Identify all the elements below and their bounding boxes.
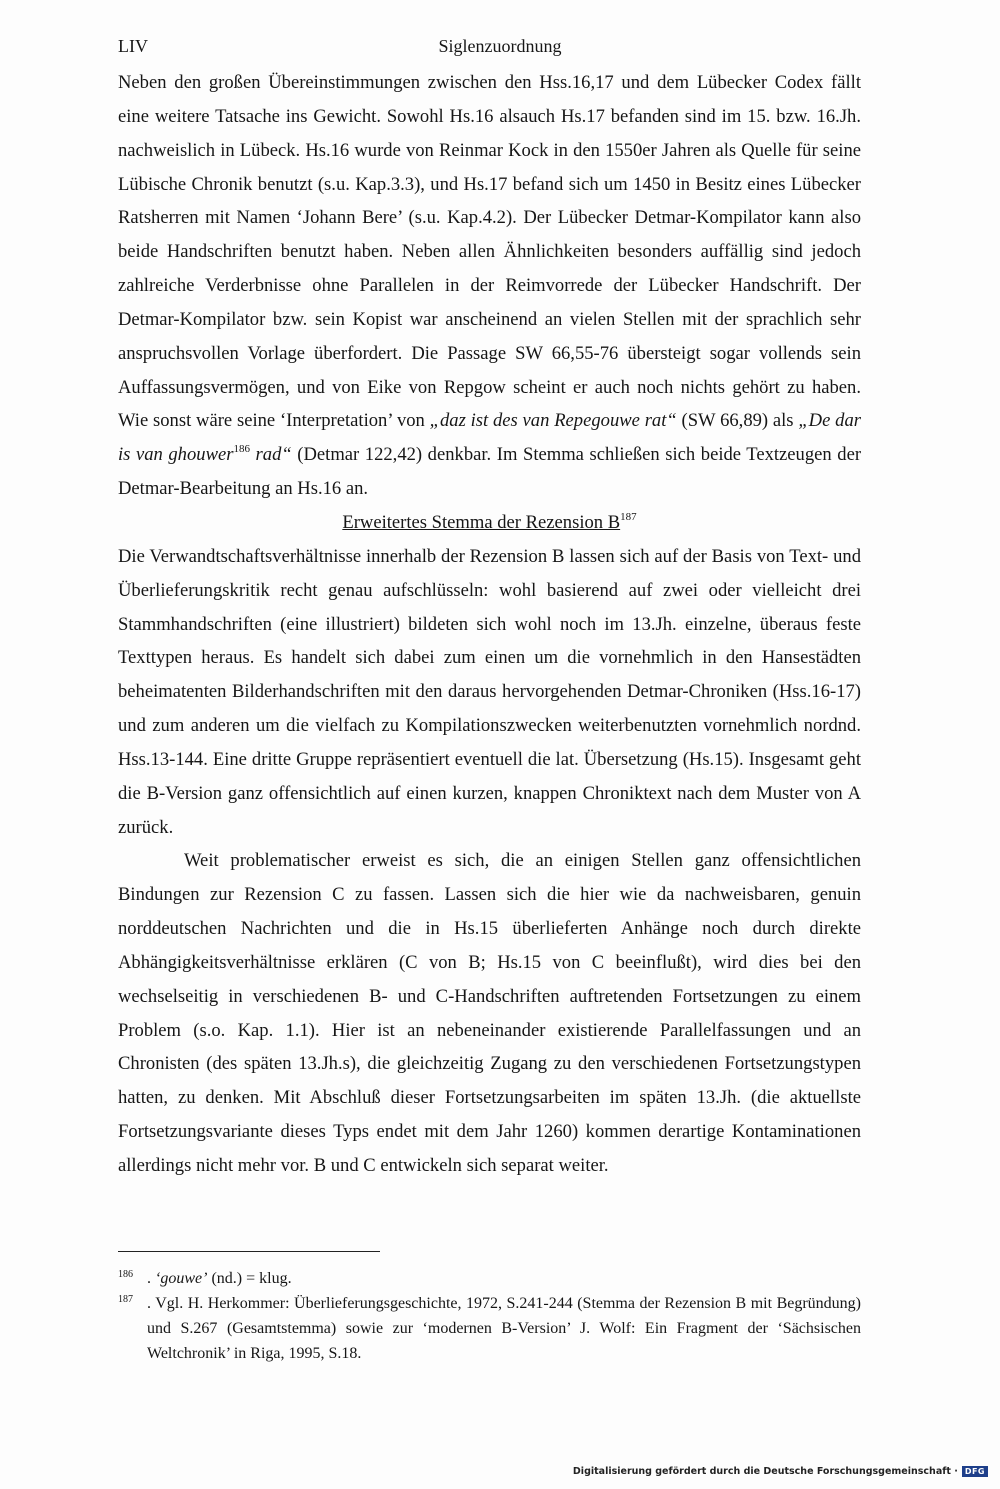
paragraph-1 (118, 66, 861, 506)
running-head: Siglenzuordnung (438, 36, 562, 56)
footnote-ref-187: 187 (620, 510, 637, 523)
footnote-rule (118, 1251, 380, 1252)
section-heading (118, 506, 861, 540)
body-text (118, 66, 861, 1183)
footnote-number (118, 1291, 147, 1366)
quote-detmar: „De dar is van ghouwer (118, 410, 861, 466)
footnote-number-186: 186 (118, 1269, 133, 1280)
dfg-logo-icon: DFG (962, 1466, 988, 1477)
footnote-term: ‘gouwe’ (155, 1270, 208, 1287)
footnote-text: . Vgl. H. Herkommer: Überlieferungsgeschichte, 1972, S.241-244 (Stemma der Rezension B mit Begründung) und S.267 (Gesamtstemma) sowie zur ‘modernen B-Version’ J. Wolf: Ein Fragment der ‘Sächsischen Weltchronik’ in Riga, 1995, S.18. (147, 1295, 861, 1362)
section-heading-text: Erweitertes Stemma der Rezension B (342, 511, 621, 533)
footnote-187 (118, 1291, 861, 1366)
footnote-ref-186: 186 (233, 443, 250, 456)
footnote-body: (nd.) = klug. (207, 1270, 292, 1287)
footnote-number-187: 187 (118, 1294, 133, 1305)
footnote-number (118, 1266, 147, 1291)
para1-text-c: (SW 66,89) als (676, 410, 799, 432)
footnotes (118, 1266, 861, 1366)
quote-detmar-end: rad“ (255, 444, 292, 466)
page-number: LIV (118, 36, 148, 56)
footnote-186 (118, 1266, 861, 1291)
quote-sachsenspiegel: „daz ist des van Repegouwe rat“ (429, 410, 677, 432)
footnote-text (147, 1266, 861, 1291)
paragraph-3: Weit problematischer erweist es sich, die an einigen Stellen ganz offensichtlichen Bindungen zur Rezension C zu fassen. Lassen sich die hier wie da nachweisbaren, genuin norddeutschen Nachrichten und die in Hs.15 überlieferten Anhänge noch durch direkte Abhängigkeitsverhältnisse erklären (C von B; Hs.15 von C beeinflußt), wird dies bei den wechselseitig in verschiedenen B- und C-Handschriften auftretenden Fortsetzungen zu einem Problem (s.o. Kap. 1.1). Hier ist an nebeneinander existierende Parallelfassungen und an Chronisten (des späten 13.Jh.s), die gleichzeitig Zugang zu den verschiedenen Fortsetzungstypen hatten, zu denken. Mit Abschluß dieser Fortsetzungsarbeiten im späten 13.Jh. (die aktuellste Fortsetzungsvariante dieses Typs endet mit dem Jahr 1260) kommen derartige Kontaminationen allerdings nicht mehr vor. B und C entwickeln sich separat weiter. (118, 850, 861, 1176)
paragraph-2: Die Verwandtschaftsverhältnisse innerhalb der Rezension B lassen sich auf der Basis von Text- und Überlieferungskritik recht genau aufschlüsseln: wohl basierend auf zwei oder vielleicht drei Stammhandschriften (eine illustriert) bildeten sich wohl noch im 13.Jh. einzelne, überaus feste Texttypen heraus. Es handelt sich dabei zum einen um die vornehmlich in den Hansestädten beheimatenten Bilderhandschriften mit den daraus hervorgehenden Detmar-Chroniken (Hss.16-17) und zum anderen um die vielfach zu Kompilationszwecken weiterbenutzten vornehmlich nordnd. Hss.13-144. Eine dritte Gruppe repräsentiert eventuell die lat. Übersetzung (Hs.15). Insgesamt geht die B-Version ganz offensichtlich auf einen kurzen, knappen Chroniktext nach dem Muster von A zurück. (118, 545, 861, 838)
para1-text-a: Neben den großen Übereinstimmungen zwischen den Hss.16,17 und dem Lübecker Codex fällt eine weitere Tatsache ins Gewicht. Sowohl Hs.16 alsauch Hs.17 befanden sind im 15. bzw. 16.Jh. nachweislich in Lübeck. Hs.16 wurde von Reinmar Kock in den 1550er Jahren als Quelle für seine Lübische Chronik benutzt (s.u. Kap.3.3), und Hs.17 befand sich um 1450 in Besitz eines Lübecker Ratsherren mit Namen ‘Johann Bere’ (s.u. Kap.4.2). Der Lübecker Detmar-Kompilator kann also beide Handschriften benutzt haben. Neben allen Ähnlichkeiten besonders auffällig sind jedoch zahlreiche Verderbnisse ohne Parallelen in der Reimvorrede der Lübecker Handschrift. Der Detmar-Kompilator bzw. sein Kopist war anscheinend an vielen Stellen mit der sprachlich sehr anspruchsvollen Vorlage überfordert. Die Passage SW 66,55-76 übersteigt sogar vollends sein Auffassungsvermögen, und von Eike von Repgow scheint er auch noch nichts gehört zu haben. Wie sonst wäre seine ‘Interpretation’ von (118, 72, 861, 432)
banner-text: Digitalisierung gefördert durch die Deutsche Forschungsgemeinschaft · (572, 1465, 958, 1477)
digitization-banner (573, 1464, 988, 1478)
para1-text-g: (Detmar 122,42) denkbar. Im Stemma schließen sich beide Textzeugen der Detmar-Bearbeitung an Hs.16 an. (118, 444, 862, 500)
footnote-sep: . (147, 1270, 155, 1287)
